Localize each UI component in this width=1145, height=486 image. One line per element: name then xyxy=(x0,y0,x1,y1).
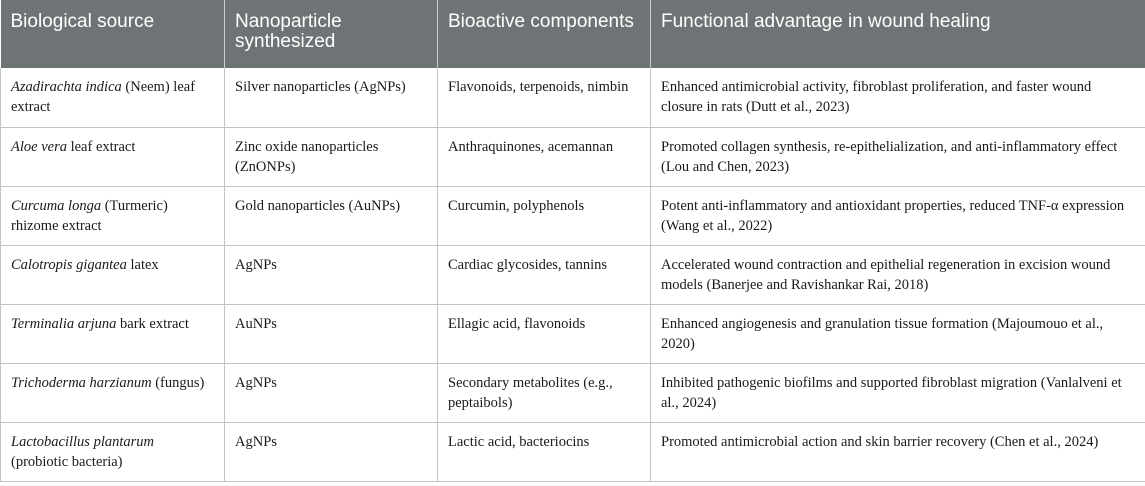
cell-functional-advantage: Accelerated wound contraction and epithelial regeneration in excision wound models (Banerjee and Ravishankar Rai, 2018) xyxy=(651,245,1145,304)
cell-nanoparticle: AuNPs xyxy=(225,304,438,363)
source-species: Curcuma longa xyxy=(11,197,102,214)
table-body xyxy=(1,68,1145,481)
cell-bioactive-components: Curcumin, polyphenols xyxy=(438,186,651,245)
header-biological-source: Biological source xyxy=(1,0,225,68)
cell-bioactive-components: Lactic acid, bacteriocins xyxy=(438,422,651,481)
cell-functional-advantage: Potent anti-inflammatory and antioxidant properties, reduced TNF-α expression (Wang et al., 2022) xyxy=(651,186,1145,245)
header-nanoparticle-synthesized: Nanoparticle synthesized xyxy=(225,0,438,68)
table-row xyxy=(1,363,1145,422)
table-header xyxy=(1,0,1145,68)
source-detail: (Neem) leaf extract xyxy=(11,79,196,115)
cell-functional-advantage: Inhibited pathogenic biofilms and supported fibroblast migration (Vanlalveni et al., 2024) xyxy=(651,363,1145,422)
table-row xyxy=(1,68,1145,127)
table-row xyxy=(1,422,1145,481)
cell-biological-source xyxy=(1,304,225,363)
source-detail: (Turmeric) rhizome extract xyxy=(11,197,168,234)
cell-bioactive-components: Secondary metabolites (e.g., peptaibols) xyxy=(438,363,651,422)
cell-nanoparticle: Silver nanoparticles (AgNPs) xyxy=(225,68,438,127)
source-species: Terminalia arjuna xyxy=(11,315,117,332)
source-species: Lactobacillus plantarum xyxy=(11,433,154,450)
cell-biological-source xyxy=(1,245,225,304)
header-functional-advantage: Functional advantage in wound healing xyxy=(651,0,1145,68)
source-species: Aloe vera xyxy=(11,138,67,155)
cell-biological-source xyxy=(1,127,225,186)
table-row xyxy=(1,304,1145,363)
source-detail: (fungus) xyxy=(151,374,205,391)
table-row xyxy=(1,127,1145,186)
cell-nanoparticle: AgNPs xyxy=(225,363,438,422)
cell-functional-advantage: Promoted antimicrobial action and skin barrier recovery (Chen et al., 2024) xyxy=(651,422,1145,481)
cell-nanoparticle: Zinc oxide nanoparticles (ZnONPs) xyxy=(225,127,438,186)
cell-biological-source xyxy=(1,422,225,481)
cell-bioactive-components: Anthraquinones, acemannan xyxy=(438,127,651,186)
cell-biological-source xyxy=(1,186,225,245)
cell-nanoparticle: Gold nanoparticles (AuNPs) xyxy=(225,186,438,245)
source-detail: latex xyxy=(126,256,159,273)
cell-biological-source xyxy=(1,363,225,422)
source-species: Trichoderma harzianum xyxy=(11,374,152,391)
cell-functional-advantage: Enhanced antimicrobial activity, fibroblast proliferation, and faster wound closure in rats (Dutt et al., 2023) xyxy=(651,68,1145,127)
cell-bioactive-components: Ellagic acid, flavonoids xyxy=(438,304,651,363)
table-row xyxy=(1,186,1145,245)
cell-bioactive-components: Cardiac glycosides, tannins xyxy=(438,245,651,304)
header-row xyxy=(1,0,1145,68)
cell-nanoparticle: AgNPs xyxy=(225,422,438,481)
source-species: Calotropis gigantea xyxy=(11,256,127,273)
source-detail: (probiotic bacteria) xyxy=(11,453,123,470)
source-detail: bark extract xyxy=(116,315,189,332)
header-bioactive-components: Bioactive components xyxy=(438,0,651,68)
table-row xyxy=(1,245,1145,304)
cell-bioactive-components: Flavonoids, terpenoids, nimbin xyxy=(438,68,651,127)
cell-biological-source xyxy=(1,68,225,127)
source-detail: leaf extract xyxy=(66,138,136,155)
cell-functional-advantage: Promoted collagen synthesis, re-epithelialization, and anti-inflammatory effect (Lou and Chen, 2023) xyxy=(651,127,1145,186)
cell-functional-advantage: Enhanced angiogenesis and granulation tissue formation (Majoumouo et al., 2020) xyxy=(651,304,1145,363)
source-species: Azadirachta indica xyxy=(11,79,122,95)
cell-nanoparticle: AgNPs xyxy=(225,245,438,304)
